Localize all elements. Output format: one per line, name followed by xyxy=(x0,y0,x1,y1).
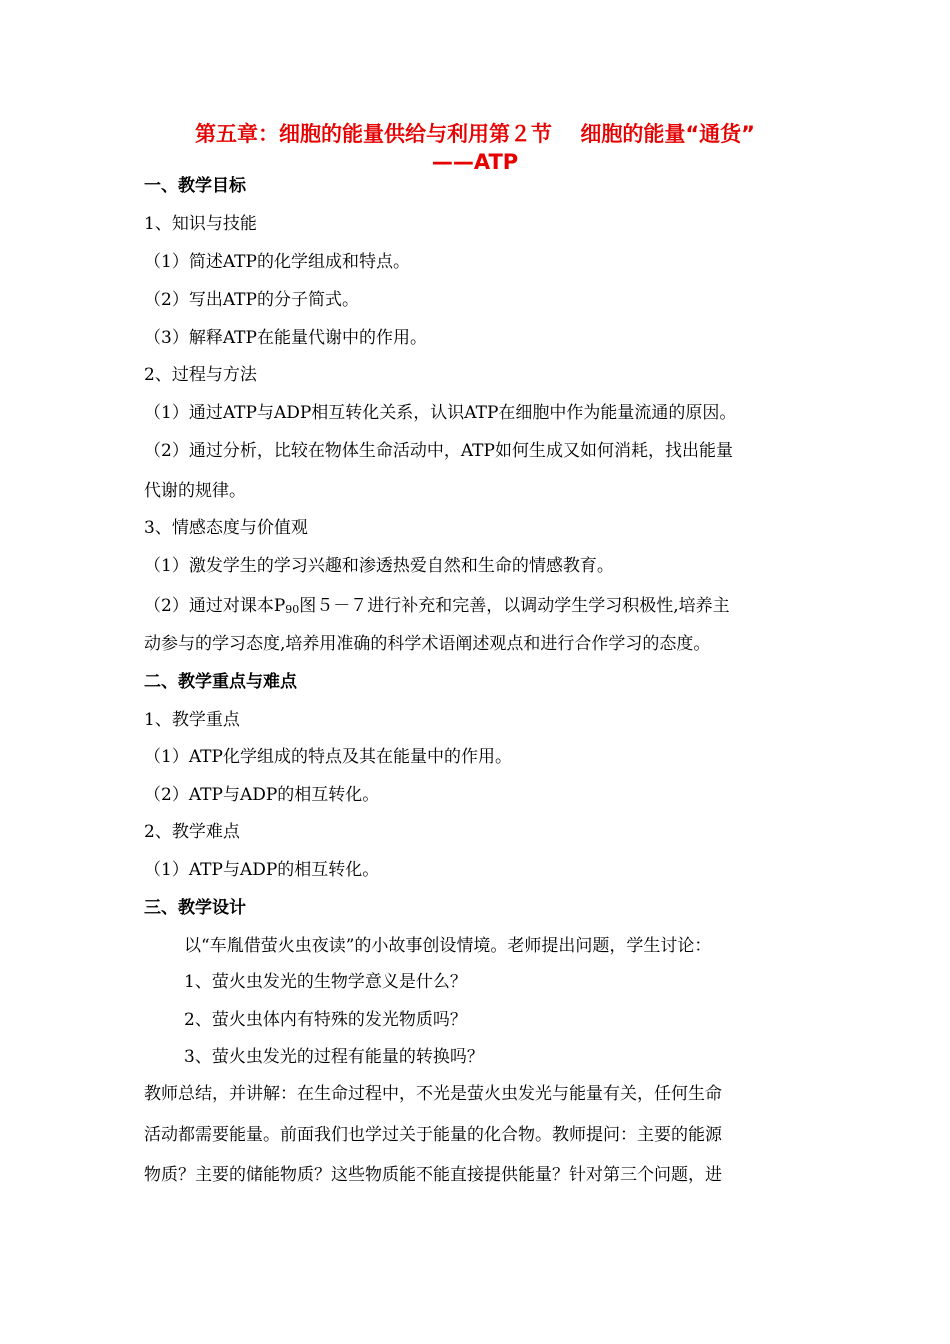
list-item: （1）通过ATP与ADP相互转化关系，认识ATP在细胞中作为能量流通的原因。 xyxy=(144,403,737,423)
page-subscript: 90 xyxy=(285,603,300,616)
list-item-text: 图５－７进行补充和完善，以调动学生学习积极性,培养主 xyxy=(299,596,730,616)
list-item: （2）ATP与ADP的相互转化。 xyxy=(144,785,380,805)
list-item-continuation: 动参与的学习态度,培养用准确的科学术语阐述观点和进行合作学习的态度。 xyxy=(144,634,711,654)
paragraph-line: 物质？主要的储能物质？这些物质能不能直接提供能量？针对第三个问题，进 xyxy=(144,1165,722,1185)
subheading-process-method: 2、过程与方法 xyxy=(144,365,257,385)
section-heading-key-points: 二、教学重点与难点 xyxy=(144,672,297,692)
section-heading-objectives: 一、教学目标 xyxy=(144,176,246,196)
question-item: 2、萤火虫体内有特殊的发光物质吗？ xyxy=(184,1010,467,1030)
subheading-knowledge-skills: 1、知识与技能 xyxy=(144,214,257,234)
list-item: （2）写出ATP的分子简式。 xyxy=(144,290,359,310)
question-item: 1、萤火虫发光的生物学意义是什么？ xyxy=(184,972,467,992)
list-item: （2）通过分析，比较在物体生命活动中，ATP如何生成又如何消耗，找出能量 xyxy=(144,441,733,461)
section-heading-design: 三、教学设计 xyxy=(144,898,246,918)
paragraph-line: 活动都需要能量。前面我们也学过关于能量的化合物。教师提问：主要的能源 xyxy=(144,1125,722,1145)
page-title-line1: 第五章：细胞的能量供给与利用第２节 细胞的能量“通货” xyxy=(195,122,755,146)
list-item: （1）激发学生的学习兴趣和渗透热爱自然和生命的情感教育。 xyxy=(144,556,614,576)
paragraph-intro: 以“车胤借萤火虫夜读”的小故事创设情境。老师提出问题，学生讨论： xyxy=(184,936,712,956)
paragraph-line: 教师总结，并讲解：在生命过程中，不光是萤火虫发光与能量有关，任何生命 xyxy=(144,1084,722,1104)
list-item: （1）简述ATP的化学组成和特点。 xyxy=(144,252,410,272)
list-item-text: （2）通过对课本P xyxy=(144,596,286,616)
question-item: 3、萤火虫发光的过程有能量的转换吗？ xyxy=(184,1047,484,1067)
list-item-continuation: 代谢的规律。 xyxy=(144,481,246,501)
subheading-key-points: 1、教学重点 xyxy=(144,710,240,730)
list-item: （1）ATP化学组成的特点及其在能量中的作用。 xyxy=(144,747,512,767)
list-item xyxy=(144,594,812,618)
subheading-difficulties: 2、教学难点 xyxy=(144,822,240,842)
subheading-attitude-values: 3、情感态度与价值观 xyxy=(144,518,308,538)
list-item: （3）解释ATP在能量代谢中的作用。 xyxy=(144,328,427,348)
list-item: （1）ATP与ADP的相互转化。 xyxy=(144,860,380,880)
page-title-line2: ——ATP xyxy=(431,150,519,174)
